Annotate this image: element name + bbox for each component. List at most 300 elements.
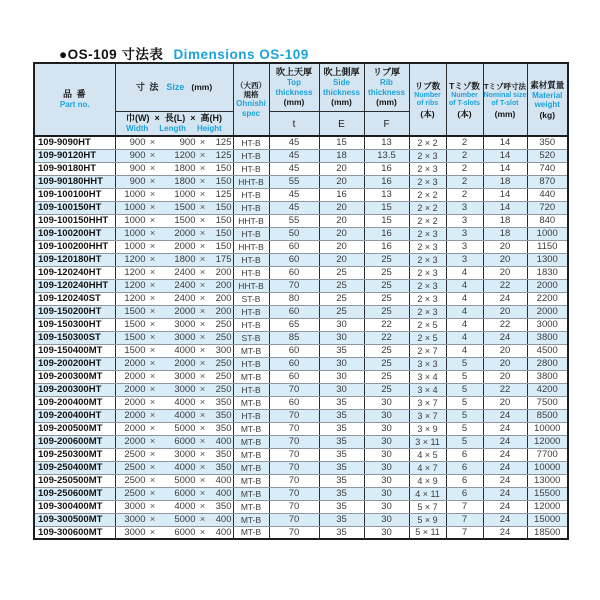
cell-part-no: 109-250600MT xyxy=(34,487,115,500)
cell-part-no: 109-200300MT xyxy=(34,370,115,383)
cell-material-weight: 3800 xyxy=(527,370,568,383)
header-tslotsn-jp: Tミゾ数 xyxy=(449,80,480,91)
table-row xyxy=(34,305,568,318)
cell-top-thickness: 70 xyxy=(269,435,319,448)
cell-side-thickness: 25 xyxy=(319,305,364,318)
cell-ohnishi-spec: MT-B xyxy=(233,500,269,513)
cell-size-times1: × xyxy=(149,293,156,304)
header-tslotsn-unit: (本) xyxy=(457,108,472,119)
cell-part-no: 109-120180HT xyxy=(34,253,115,266)
cell-nominal-t-slot-size: 20 xyxy=(483,305,527,318)
cell-size-length: 5000 xyxy=(174,423,196,434)
cell-part-no: 109-200400HT xyxy=(34,409,115,422)
cell-material-weight: 2000 xyxy=(527,305,568,318)
cell-size-times1: × xyxy=(149,526,156,538)
cell-number-of-t-slots: 3 xyxy=(446,240,483,253)
cell-size xyxy=(115,409,233,422)
page-title-jp: ●OS-109 寸法表 xyxy=(59,47,164,62)
cell-material-weight: 4200 xyxy=(527,383,568,396)
header-weight-en1: Material xyxy=(532,90,563,100)
cell-top-thickness: 60 xyxy=(269,266,319,279)
cell-number-of-ribs: 2 × 5 xyxy=(409,318,446,331)
cell-number-of-ribs: 2 × 5 xyxy=(409,331,446,344)
table-row xyxy=(34,318,568,331)
table-row xyxy=(34,448,568,461)
cell-side-thickness: 18 xyxy=(319,149,364,162)
cell-size-times2: × xyxy=(199,436,206,447)
cell-size-times1: × xyxy=(149,280,156,291)
table-row xyxy=(34,383,568,396)
table-row xyxy=(34,344,568,357)
cell-size-height: 400 xyxy=(215,488,232,499)
cell-side-thickness: 35 xyxy=(319,487,364,500)
cell-size-height: 400 xyxy=(215,526,232,538)
cell-top-thickness: 70 xyxy=(269,448,319,461)
cell-part-no: 109-9090HT xyxy=(34,136,115,149)
cell-size-width: 1200 xyxy=(124,293,146,304)
cell-number-of-t-slots: 5 xyxy=(446,396,483,409)
cell-nominal-t-slot-size: 14 xyxy=(483,188,527,201)
cell-side-thickness: 20 xyxy=(319,227,364,240)
cell-size-length: 900 xyxy=(179,137,196,149)
page-title xyxy=(59,43,309,63)
cell-part-no: 109-100200HT xyxy=(34,227,115,240)
cell-top-thickness: 45 xyxy=(269,201,319,214)
cell-size-times2: × xyxy=(199,267,206,278)
table-row xyxy=(34,201,568,214)
cell-size-times1: × xyxy=(149,423,156,434)
cell-rib-thickness: 30 xyxy=(364,487,409,500)
cell-size-height: 125 xyxy=(215,189,232,200)
col-header-number-of-ribs xyxy=(409,63,446,136)
cell-side-thickness: 20 xyxy=(319,201,364,214)
cell-size-times1: × xyxy=(149,332,156,343)
cell-part-no: 109-90120HT xyxy=(34,149,115,162)
cell-part-no: 109-300400MT xyxy=(34,500,115,513)
cell-number-of-t-slots: 4 xyxy=(446,305,483,318)
cell-material-weight: 1830 xyxy=(527,266,568,279)
cell-part-no: 109-120240ST xyxy=(34,292,115,305)
cell-number-of-ribs: 2 × 2 xyxy=(409,188,446,201)
cell-size xyxy=(115,500,233,513)
cell-size-times2: × xyxy=(199,176,206,187)
cell-number-of-t-slots: 5 xyxy=(446,435,483,448)
cell-number-of-ribs: 2 × 3 xyxy=(409,279,446,292)
subheader-l-jp: 長(L) xyxy=(164,113,186,124)
cell-ohnishi-spec: MT-B xyxy=(233,474,269,487)
cell-size-width: 1000 xyxy=(124,215,146,226)
cell-size-times2: × xyxy=(199,150,206,161)
cell-size-width: 1500 xyxy=(124,306,146,317)
cell-nominal-t-slot-size: 24 xyxy=(483,500,527,513)
table-row xyxy=(34,331,568,344)
cell-size-times2: × xyxy=(199,358,206,369)
cell-part-no: 109-250400MT xyxy=(34,461,115,474)
cell-size-times1: × xyxy=(149,306,156,317)
table-row xyxy=(34,214,568,227)
cell-ohnishi-spec: MT-B xyxy=(233,435,269,448)
cell-size-length: 1500 xyxy=(174,215,196,226)
cell-size-times1: × xyxy=(149,150,156,161)
cell-number-of-t-slots: 4 xyxy=(446,279,483,292)
header-tslotsize-en2: of T-slot xyxy=(491,100,519,107)
cell-size xyxy=(115,370,233,383)
cell-number-of-ribs: 3 × 4 xyxy=(409,370,446,383)
cell-part-no: 109-200200HT xyxy=(34,357,115,370)
cell-size-length: 3000 xyxy=(174,371,196,382)
cell-number-of-t-slots: 4 xyxy=(446,318,483,331)
dimensions-table xyxy=(33,62,569,540)
cell-size-length: 1000 xyxy=(174,189,196,200)
cell-top-thickness: 60 xyxy=(269,253,319,266)
cell-size-length: 2400 xyxy=(174,267,196,278)
cell-number-of-t-slots: 2 xyxy=(446,162,483,175)
cell-number-of-t-slots: 6 xyxy=(446,474,483,487)
cell-size xyxy=(115,305,233,318)
col-header-top-thickness xyxy=(269,63,319,111)
cell-material-weight: 740 xyxy=(527,162,568,175)
cell-size xyxy=(115,422,233,435)
cell-top-thickness: 65 xyxy=(269,318,319,331)
cell-nominal-t-slot-size: 18 xyxy=(483,227,527,240)
cell-size-length: 2400 xyxy=(174,280,196,291)
cell-size-height: 150 xyxy=(215,228,232,239)
cell-size xyxy=(115,357,233,370)
cell-size xyxy=(115,201,233,214)
cell-nominal-t-slot-size: 20 xyxy=(483,344,527,357)
cell-top-thickness: 70 xyxy=(269,500,319,513)
cell-size-times1: × xyxy=(149,163,156,174)
cell-rib-thickness: 30 xyxy=(364,396,409,409)
cell-ohnishi-spec: HT-B xyxy=(233,149,269,162)
cell-number-of-t-slots: 2 xyxy=(446,136,483,149)
cell-size-height: 350 xyxy=(215,410,232,421)
header-spec-en1: Ohnishi xyxy=(236,99,266,108)
cell-size-width: 2500 xyxy=(124,488,146,499)
cell-nominal-t-slot-size: 14 xyxy=(483,162,527,175)
table-row xyxy=(34,422,568,435)
cell-number-of-ribs: 3 × 7 xyxy=(409,409,446,422)
cell-size-width: 3000 xyxy=(124,514,146,525)
cell-nominal-t-slot-size: 20 xyxy=(483,396,527,409)
cell-size-width: 1200 xyxy=(124,254,146,265)
table-row xyxy=(34,175,568,188)
cell-size-times2: × xyxy=(199,319,206,330)
cell-material-weight: 3800 xyxy=(527,331,568,344)
cell-material-weight: 440 xyxy=(527,188,568,201)
cell-number-of-ribs: 2 × 3 xyxy=(409,292,446,305)
cell-side-thickness: 20 xyxy=(319,253,364,266)
cell-side-thickness: 35 xyxy=(319,422,364,435)
cell-size-times1: × xyxy=(149,319,156,330)
cell-rib-thickness: 30 xyxy=(364,500,409,513)
cell-nominal-t-slot-size: 20 xyxy=(483,357,527,370)
cell-size xyxy=(115,396,233,409)
cell-size-height: 200 xyxy=(215,280,232,291)
cell-rib-thickness: 30 xyxy=(364,435,409,448)
cell-rib-thickness: 16 xyxy=(364,175,409,188)
cell-size-times2: × xyxy=(199,137,206,149)
cell-size-length: 2000 xyxy=(174,306,196,317)
cell-part-no: 109-300500MT xyxy=(34,513,115,526)
cell-number-of-ribs: 4 × 5 xyxy=(409,448,446,461)
cell-ohnishi-spec: MT-B xyxy=(233,448,269,461)
cell-number-of-t-slots: 5 xyxy=(446,409,483,422)
cell-rib-thickness: 15 xyxy=(364,201,409,214)
cell-size xyxy=(115,162,233,175)
cell-side-thickness: 30 xyxy=(319,370,364,383)
cell-size-length: 1800 xyxy=(174,254,196,265)
cell-rib-thickness: 30 xyxy=(364,448,409,461)
cell-top-thickness: 50 xyxy=(269,227,319,240)
cell-number-of-ribs: 3 × 3 xyxy=(409,357,446,370)
cell-rib-thickness: 30 xyxy=(364,461,409,474)
cell-rib-thickness: 30 xyxy=(364,526,409,539)
header-tslotsize-en1: Nominal size xyxy=(483,91,527,99)
header-side-jp: 吹上側厚 xyxy=(323,67,360,78)
cell-size-width: 1000 xyxy=(124,202,146,213)
header-rib-jp: リブ厚 xyxy=(372,67,400,78)
cell-nominal-t-slot-size: 24 xyxy=(483,331,527,344)
cell-rib-thickness: 22 xyxy=(364,318,409,331)
cell-side-thickness: 35 xyxy=(319,396,364,409)
cell-rib-thickness: 25 xyxy=(364,253,409,266)
cell-material-weight: 720 xyxy=(527,201,568,214)
cell-size-times2: × xyxy=(199,345,206,356)
cell-top-thickness: 45 xyxy=(269,188,319,201)
cell-ohnishi-spec: MT-B xyxy=(233,513,269,526)
cell-part-no: 109-200300HT xyxy=(34,383,115,396)
cell-top-thickness: 70 xyxy=(269,513,319,526)
table-row xyxy=(34,266,568,279)
cell-ohnishi-spec: HHT-B xyxy=(233,175,269,188)
table-row xyxy=(34,240,568,253)
cell-nominal-t-slot-size: 24 xyxy=(483,513,527,526)
cell-material-weight: 870 xyxy=(527,175,568,188)
header-tslotsize-jp: Tミゾ呼寸法 xyxy=(483,81,527,91)
table-row xyxy=(34,253,568,266)
cell-size-length: 4000 xyxy=(174,501,196,512)
cell-size-width: 2000 xyxy=(124,358,146,369)
cell-size-width: 2000 xyxy=(124,384,146,395)
cell-side-thickness: 30 xyxy=(319,383,364,396)
cell-size-length: 3000 xyxy=(174,332,196,343)
cell-size-times2: × xyxy=(199,332,206,343)
cell-number-of-t-slots: 7 xyxy=(446,513,483,526)
cell-side-thickness: 30 xyxy=(319,357,364,370)
table-row xyxy=(34,279,568,292)
cell-size-times1: × xyxy=(149,176,156,187)
cell-size xyxy=(115,240,233,253)
cell-part-no: 109-100150HHT xyxy=(34,214,115,227)
cell-size-width: 1000 xyxy=(124,228,146,239)
cell-side-thickness: 20 xyxy=(319,240,364,253)
cell-size-times2: × xyxy=(199,384,206,395)
header-weight-jp: 素材質量 xyxy=(530,79,565,90)
cell-material-weight: 3000 xyxy=(527,318,568,331)
cell-size-times2: × xyxy=(199,241,206,252)
col-subheader-e xyxy=(319,111,364,136)
cell-top-thickness: 55 xyxy=(269,175,319,188)
cell-part-no: 109-120240HT xyxy=(34,266,115,279)
subheader-w-en: Width xyxy=(126,124,149,134)
cell-size-height: 150 xyxy=(215,163,232,174)
cell-material-weight: 2000 xyxy=(527,279,568,292)
cell-nominal-t-slot-size: 18 xyxy=(483,175,527,188)
cell-number-of-ribs: 5 × 7 xyxy=(409,500,446,513)
cell-size-times1: × xyxy=(149,215,156,226)
cell-size-length: 4000 xyxy=(174,462,196,473)
cell-material-weight: 4500 xyxy=(527,344,568,357)
cell-side-thickness: 20 xyxy=(319,175,364,188)
cell-size-length: 1800 xyxy=(174,176,196,187)
col-subheader-f xyxy=(364,111,409,136)
cell-ohnishi-spec: MT-B xyxy=(233,487,269,500)
cell-side-thickness: 25 xyxy=(319,292,364,305)
cell-nominal-t-slot-size: 22 xyxy=(483,383,527,396)
cell-size-length: 3000 xyxy=(174,319,196,330)
cell-ohnishi-spec: HT-B xyxy=(233,136,269,149)
cell-ohnishi-spec: HT-B xyxy=(233,188,269,201)
cell-number-of-ribs: 3 × 11 xyxy=(409,435,446,448)
cell-size-times1: × xyxy=(149,241,156,252)
cell-size-height: 125 xyxy=(215,137,232,149)
header-rib-en2: thickness xyxy=(368,87,405,97)
cell-number-of-ribs: 4 × 11 xyxy=(409,487,446,500)
header-spec-jp2: 規格 xyxy=(243,90,259,99)
subheader-l-en: Length xyxy=(159,124,186,134)
cell-ohnishi-spec: HT-B xyxy=(233,266,269,279)
cell-size-height: 400 xyxy=(215,475,232,486)
cell-top-thickness: 70 xyxy=(269,383,319,396)
cell-material-weight: 15500 xyxy=(527,487,568,500)
cell-rib-thickness: 30 xyxy=(364,474,409,487)
cell-number-of-t-slots: 5 xyxy=(446,357,483,370)
cell-size-height: 175 xyxy=(215,254,232,265)
cell-size-height: 350 xyxy=(215,423,232,434)
cell-top-thickness: 60 xyxy=(269,370,319,383)
cell-size xyxy=(115,253,233,266)
header-ribsn-jp: リブ数 xyxy=(414,80,441,91)
cell-material-weight: 7700 xyxy=(527,448,568,461)
col-header-rib-thickness xyxy=(364,63,409,111)
cell-ohnishi-spec: MT-B xyxy=(233,344,269,357)
cell-rib-thickness: 13 xyxy=(364,136,409,149)
cell-top-thickness: 70 xyxy=(269,279,319,292)
cell-part-no: 109-100100HT xyxy=(34,188,115,201)
table-row xyxy=(34,227,568,240)
cell-size-times1: × xyxy=(149,358,156,369)
cell-number-of-t-slots: 4 xyxy=(446,331,483,344)
cell-size xyxy=(115,279,233,292)
header-weight-unit: (kg) xyxy=(539,109,556,120)
cell-size xyxy=(115,461,233,474)
subheader-f-letter: F xyxy=(383,119,390,131)
cell-ohnishi-spec: HHT-B xyxy=(233,279,269,292)
table-row xyxy=(34,513,568,526)
cell-part-no: 109-200400MT xyxy=(34,396,115,409)
cell-rib-thickness: 30 xyxy=(364,422,409,435)
cell-size xyxy=(115,487,233,500)
cell-top-thickness: 70 xyxy=(269,474,319,487)
cell-rib-thickness: 30 xyxy=(364,513,409,526)
cell-size-height: 400 xyxy=(215,514,232,525)
cell-size-height: 350 xyxy=(215,462,232,473)
header-rib-en1: Rib xyxy=(380,78,393,88)
cell-size xyxy=(115,149,233,162)
cell-size-height: 350 xyxy=(215,449,232,460)
cell-nominal-t-slot-size: 20 xyxy=(483,253,527,266)
cell-top-thickness: 55 xyxy=(269,214,319,227)
cell-number-of-ribs: 4 × 7 xyxy=(409,461,446,474)
cell-size-width: 2500 xyxy=(124,462,146,473)
cell-ohnishi-spec: ST-B xyxy=(233,331,269,344)
cell-size-times2: × xyxy=(199,254,206,265)
cell-size-height: 250 xyxy=(215,319,232,330)
cell-ohnishi-spec: HT-B xyxy=(233,318,269,331)
cell-rib-thickness: 25 xyxy=(364,279,409,292)
cell-size-times2: × xyxy=(199,202,206,213)
cell-rib-thickness: 25 xyxy=(364,357,409,370)
header-side-en1: Side xyxy=(333,78,350,88)
cell-size-times1: × xyxy=(149,514,156,525)
cell-size-height: 300 xyxy=(215,345,232,356)
cell-size-length: 1800 xyxy=(174,163,196,174)
cell-side-thickness: 35 xyxy=(319,474,364,487)
cell-top-thickness: 70 xyxy=(269,409,319,422)
cell-size-length: 1500 xyxy=(174,202,196,213)
cell-nominal-t-slot-size: 24 xyxy=(483,435,527,448)
cell-size-times1: × xyxy=(149,462,156,473)
cell-size-height: 200 xyxy=(215,293,232,304)
header-tslotsn-en1: Number xyxy=(451,91,478,99)
cell-ohnishi-spec: HT-B xyxy=(233,201,269,214)
header-top-unit: (mm) xyxy=(283,97,305,108)
cell-nominal-t-slot-size: 24 xyxy=(483,422,527,435)
cell-side-thickness: 25 xyxy=(319,279,364,292)
cell-size xyxy=(115,214,233,227)
subheader-h-en: Height xyxy=(196,124,222,134)
cell-size-times2: × xyxy=(199,501,206,512)
cell-size-times1: × xyxy=(149,267,156,278)
cell-size-times2: × xyxy=(199,306,206,317)
cell-side-thickness: 35 xyxy=(319,513,364,526)
cell-part-no: 109-250500MT xyxy=(34,474,115,487)
cell-side-thickness: 25 xyxy=(319,266,364,279)
cell-size-width: 900 xyxy=(129,176,146,187)
cell-size-width: 3000 xyxy=(124,526,146,538)
col-header-size xyxy=(115,63,233,111)
cell-rib-thickness: 13.5 xyxy=(364,149,409,162)
cell-size-times1: × xyxy=(149,397,156,408)
cell-number-of-ribs: 2 × 3 xyxy=(409,253,446,266)
cell-rib-thickness: 13 xyxy=(364,188,409,201)
cell-material-weight: 8500 xyxy=(527,409,568,422)
cell-part-no: 109-90180HT xyxy=(34,162,115,175)
cell-nominal-t-slot-size: 20 xyxy=(483,370,527,383)
cell-size-times2: × xyxy=(199,228,206,239)
cell-top-thickness: 80 xyxy=(269,292,319,305)
cell-rib-thickness: 25 xyxy=(364,370,409,383)
cell-side-thickness: 35 xyxy=(319,526,364,539)
cell-size-length: 2000 xyxy=(174,358,196,369)
table-body xyxy=(34,136,568,539)
cell-size-width: 2500 xyxy=(124,449,146,460)
cell-size xyxy=(115,292,233,305)
cell-top-thickness: 45 xyxy=(269,149,319,162)
cell-nominal-t-slot-size: 24 xyxy=(483,409,527,422)
cell-material-weight: 7500 xyxy=(527,396,568,409)
